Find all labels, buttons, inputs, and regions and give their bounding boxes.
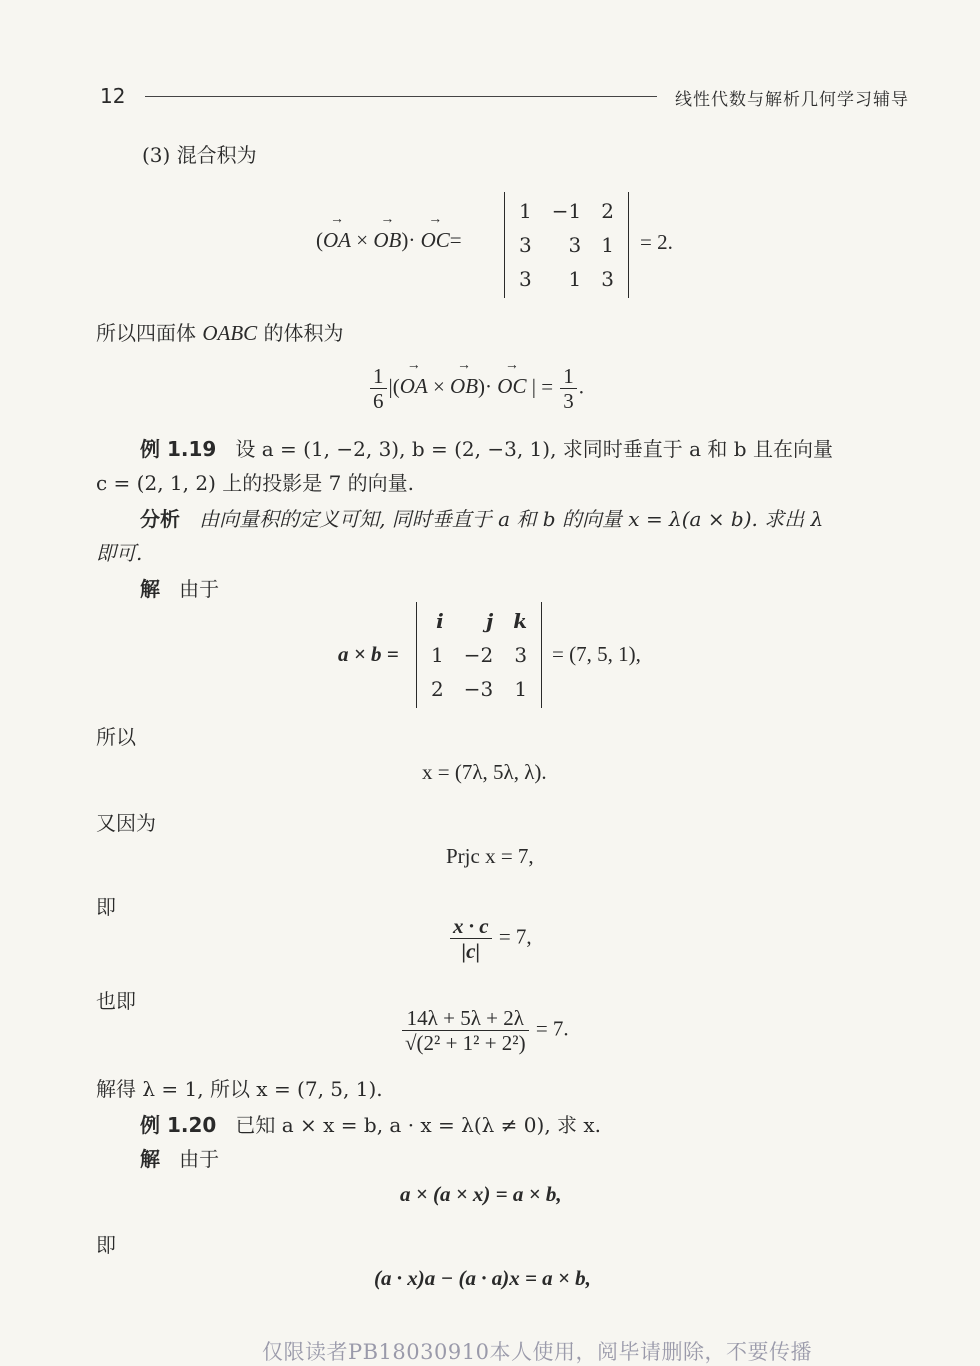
example-120: 例 1.20 已知 a × x = b, a · x = λ(λ ≠ 0), 求 x. — [140, 1113, 602, 1137]
section-intro: (3) 混合积为 — [142, 143, 257, 167]
solution-120: 解 由于 — [140, 1147, 220, 1171]
equation-120-2: (a · x)a − (a · a)x = a × b, — [374, 1266, 591, 1290]
volume-formula: $\frac{1}{6}$ |(→ OA × → OB)· → OC | = $\frac{1}{3}$ . — [368, 364, 584, 413]
det-row: 3 3 1 — [519, 233, 614, 257]
determinant-1 — [504, 192, 629, 298]
text-namely: 即 — [96, 895, 116, 919]
det-row: 3 1 3 — [519, 267, 614, 291]
conclusion-119: 解得 λ = 1, 所以 x = (7, 5, 1). — [96, 1077, 383, 1101]
det-row: 1 −1 2 — [519, 199, 614, 223]
det-row: i j k — [436, 609, 528, 633]
equation-120-1: a × (a × x) = a × b, — [400, 1182, 562, 1206]
text-that-is: 也即 — [96, 989, 136, 1013]
projection-expression: Prjc x = 7, — [446, 844, 534, 868]
book-title: 线性代数与解析几何学习辅导 — [675, 90, 909, 110]
header-rule — [145, 96, 657, 97]
dot-fraction-equation: $\frac{x \cdot c}{|c|}$ = 7, — [448, 914, 532, 963]
text-namely-2: 即 — [96, 1233, 116, 1257]
analysis-line1: 分析 由向量积的定义可知, 同时垂直于 a 和 b 的向量 x = λ(a × b). 求出 λ — [140, 507, 824, 531]
example-119-line1: 例 1.19 设 a = (1, −2, 3), b = (2, −3, 1), 求同时垂直于 a 和 b 且在向量 — [140, 437, 833, 461]
example-119-line2: c = (2, 1, 2) 上的投影是 7 的向量. — [96, 471, 415, 495]
cross-product-result: = (7, 5, 1), — [552, 642, 641, 666]
page-number: 12 — [100, 84, 126, 108]
lambda-fraction-equation: $\frac{14\lambda + 5\lambda + 2\lambda}{\text{√(2² + 1² + 2²)}}$ = 7. — [400, 1006, 569, 1055]
mixed-product-lhs: (→ OA × → OB)· → OC= — [316, 228, 462, 253]
volume-intro: 所以四面体 OABC 的体积为 — [96, 321, 344, 345]
solution-119: 解 由于 — [140, 577, 220, 601]
determinant-2 — [416, 602, 542, 708]
cross-product-lhs: a × b = — [338, 642, 399, 666]
text-so: 所以 — [96, 725, 136, 749]
det-row: 2 −3 1 — [431, 677, 528, 701]
mixed-product-result: = 2. — [640, 230, 673, 254]
analysis-line2: 即可. — [96, 541, 143, 565]
det-row: 1 −2 3 — [431, 643, 528, 667]
watermark: 仅限读者PB18030910本人使用，阅毕请删除，不要传播 — [262, 1340, 812, 1364]
x-expression: x = (7λ, 5λ, λ). — [422, 760, 547, 784]
text-also-because: 又因为 — [96, 811, 156, 835]
